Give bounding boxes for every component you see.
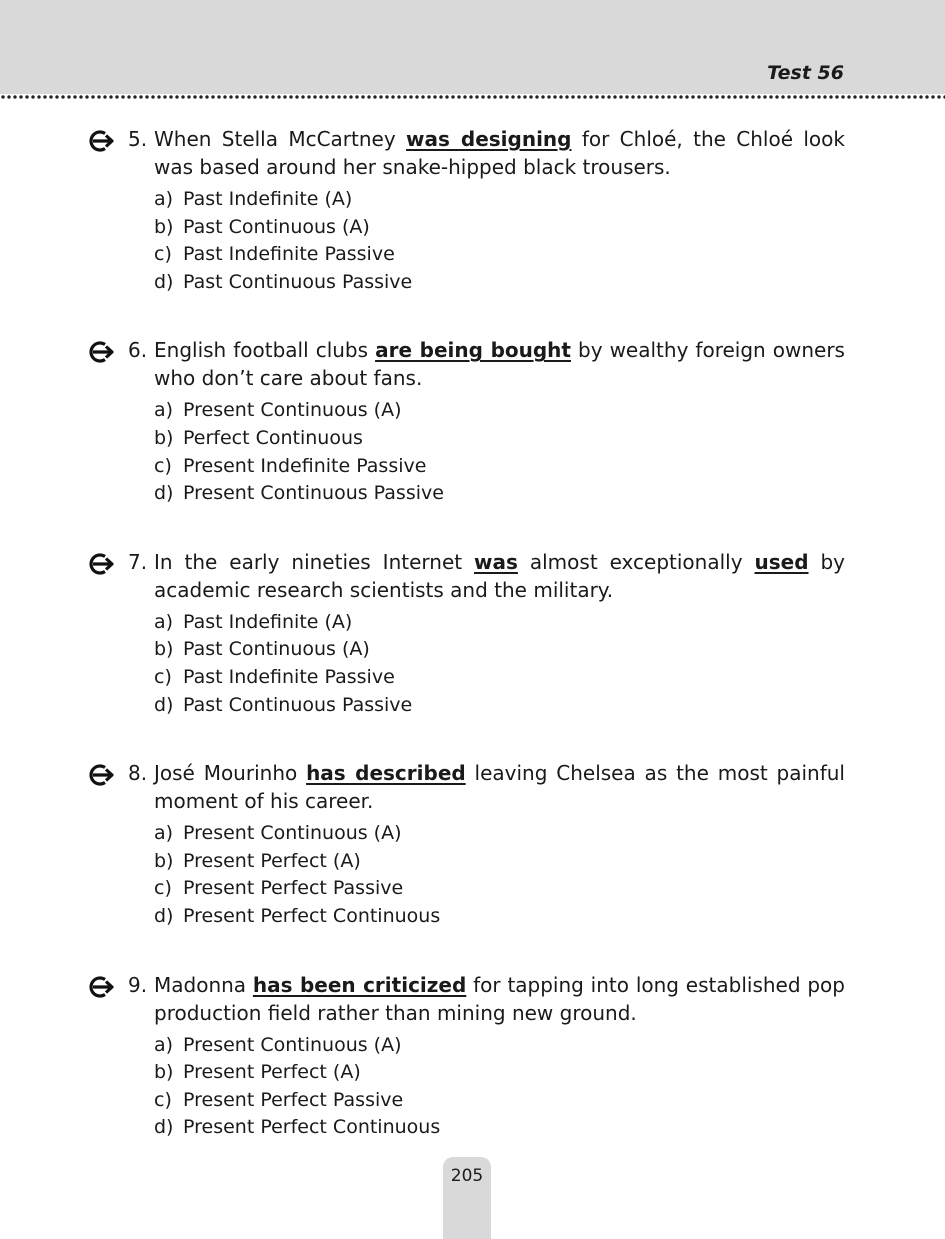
question-7	[0, 548, 945, 719]
underlined-verb: has described	[306, 761, 466, 786]
question-text: In the early nineties Internet was almost exceptionally used by academic research scientists and the military.	[154, 549, 846, 602]
option-a: a) Present Continuous (A)	[154, 822, 402, 845]
question-number: 6.	[128, 338, 148, 363]
option-b: b) Present Perfect (A)	[154, 1061, 361, 1084]
answer-options	[154, 609, 945, 719]
option-b: b) Past Continuous (A)	[154, 215, 370, 238]
answer-options	[154, 820, 945, 930]
option-d: d) Past Continuous Passive	[154, 270, 413, 293]
answer-options	[154, 1032, 945, 1142]
question-text: English football clubs are being bought by wealthy foreign owners who don’t care about fans.	[154, 338, 845, 391]
option-c: c) Present Indefinite Passive	[154, 454, 427, 477]
underlined-verb: has been criticized	[252, 972, 467, 997]
option-c: c) Present Perfect Passive	[154, 1088, 404, 1111]
dotted-divider	[0, 93, 945, 101]
question-6	[0, 336, 945, 507]
question-number: 9.	[128, 972, 148, 997]
option-d: d) Present Perfect Continuous	[154, 1116, 441, 1139]
question-9	[0, 971, 945, 1142]
page-number: 205	[450, 1166, 484, 1186]
option-a: a) Past Indefinite (A)	[154, 610, 353, 633]
option-c: c) Present Perfect Passive	[154, 877, 404, 900]
question-8	[0, 759, 945, 930]
option-c: c) Past Indefinite Passive	[154, 665, 395, 688]
option-b: b) Past Continuous (A)	[154, 638, 370, 661]
option-b: b) Present Perfect (A)	[154, 849, 361, 872]
option-b: b) Perfect Continuous	[154, 426, 363, 449]
answer-options	[154, 186, 945, 296]
question-text: When Stella McCartney was designing for Chloé, the Chloé look was based around her snake-hipped black trousers.	[154, 127, 845, 179]
answer-options	[154, 397, 945, 507]
option-a: a) Present Continuous (A)	[154, 399, 402, 422]
underlined-verb: used	[754, 549, 809, 574]
page-header-band	[0, 0, 945, 94]
question-text: José Mourinho has described leaving Chelsea as the most painful moment of his career.	[154, 761, 845, 814]
right-arrow-circle-icon	[88, 339, 114, 365]
underlined-verb: are being bought	[375, 338, 571, 363]
page-number-tab	[443, 1157, 491, 1239]
right-arrow-circle-icon	[88, 762, 114, 788]
test-title: Test 56	[767, 62, 844, 84]
question-text: Madonna has been criticized for tapping into long established pop production field rather than mining new ground.	[154, 972, 845, 1025]
question-5	[0, 125, 945, 296]
question-list	[0, 125, 945, 1182]
option-a: a) Past Indefinite (A)	[154, 188, 353, 210]
option-a: a) Present Continuous (A)	[154, 1033, 402, 1056]
right-arrow-circle-icon	[88, 128, 114, 154]
option-d: d) Past Continuous Passive	[154, 693, 413, 716]
underlined-verb: was designing	[406, 127, 572, 151]
option-c: c) Past Indefinite Passive	[154, 243, 395, 266]
question-number: 8.	[128, 761, 148, 786]
underlined-verb: was	[474, 549, 518, 574]
option-d: d) Present Continuous Passive	[154, 482, 444, 505]
right-arrow-circle-icon	[88, 551, 114, 577]
question-number: 7.	[128, 549, 148, 574]
option-d: d) Present Perfect Continuous	[154, 904, 441, 927]
question-number: 5.	[128, 127, 148, 151]
right-arrow-circle-icon	[88, 974, 114, 1000]
